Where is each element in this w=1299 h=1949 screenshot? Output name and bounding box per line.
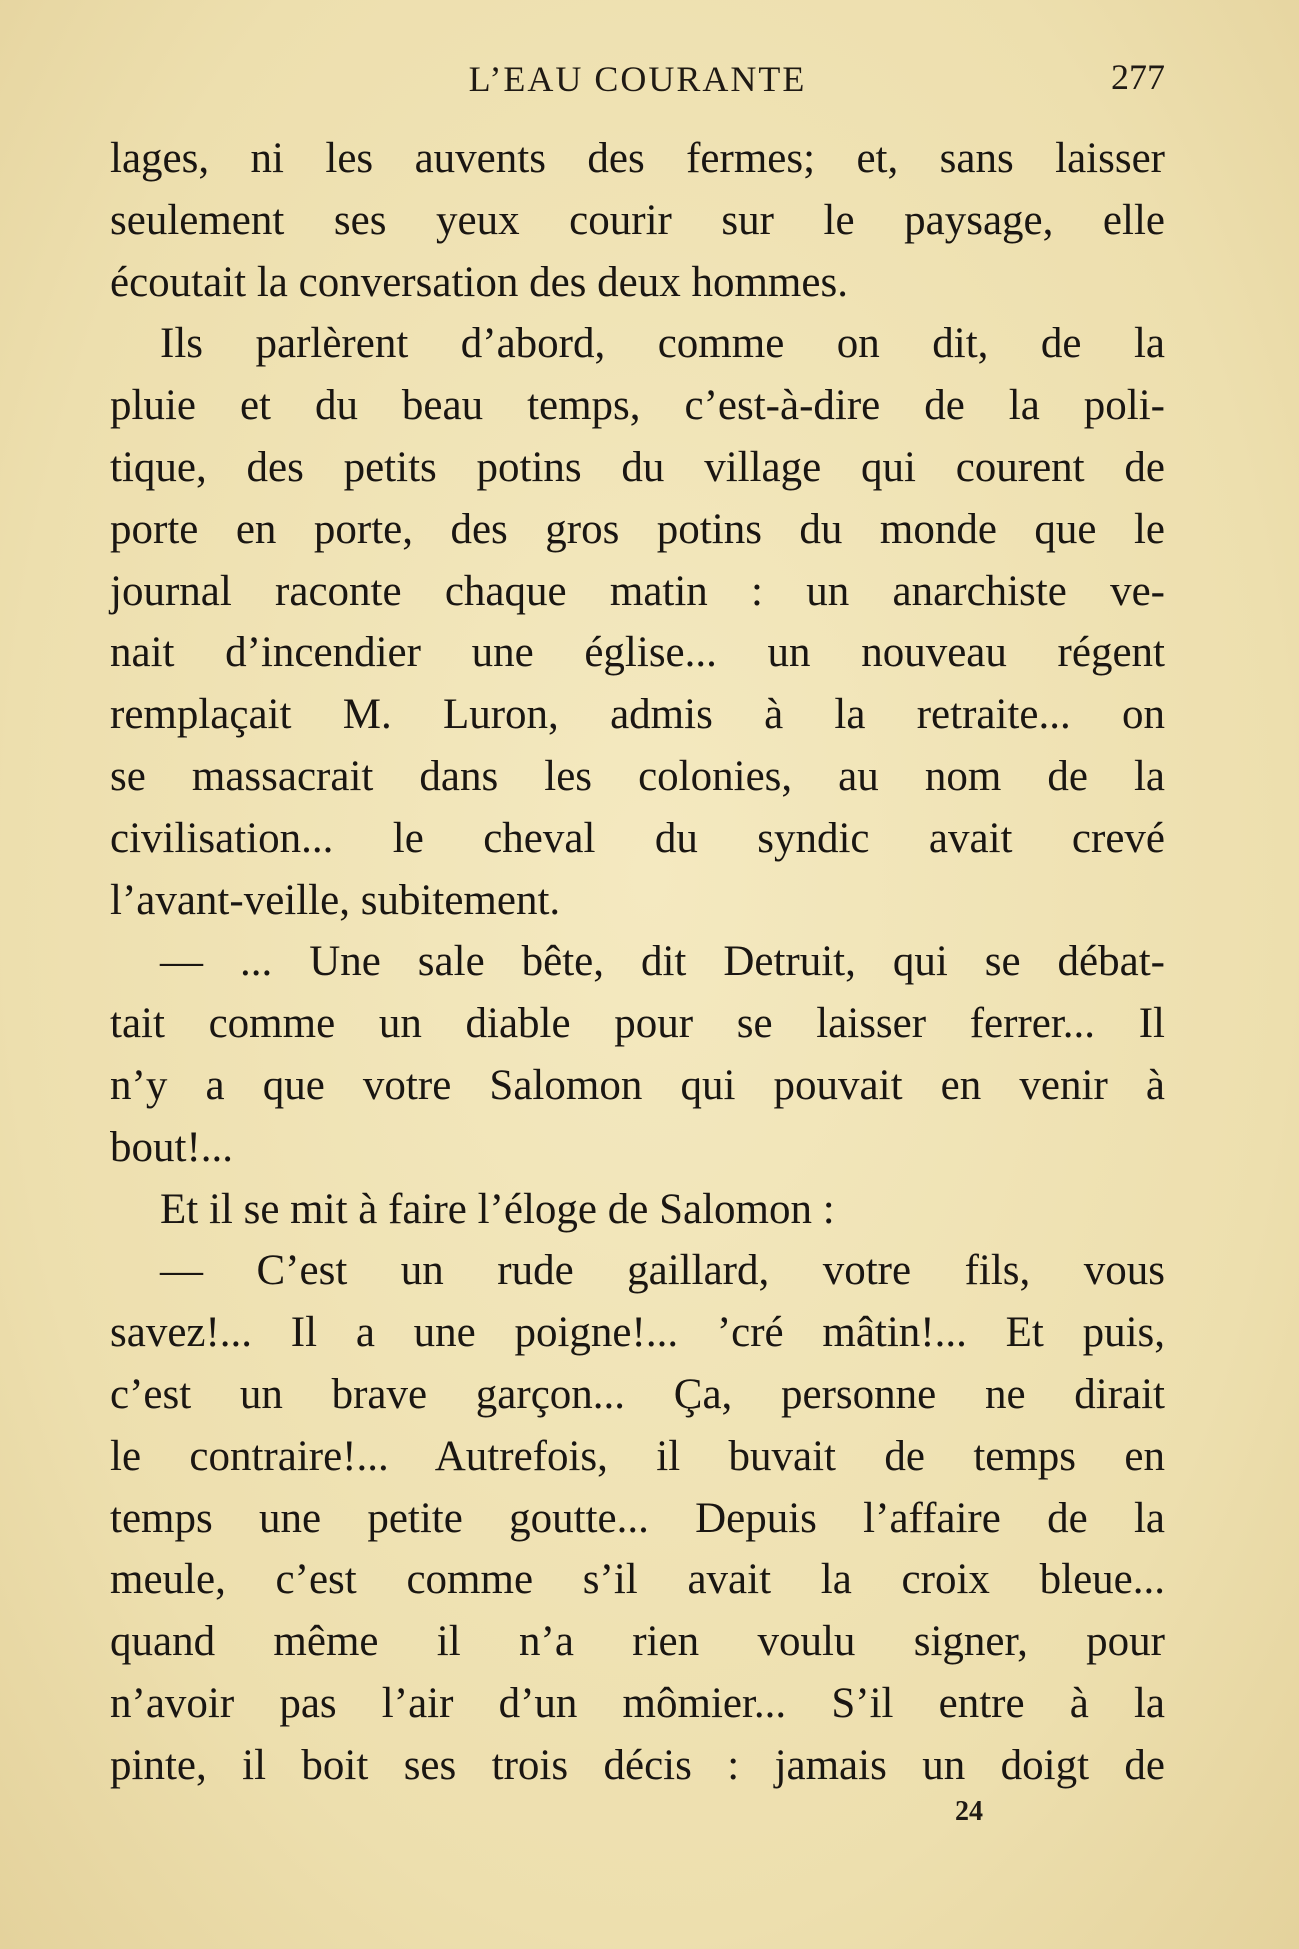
running-title: L’EAU COURANTE: [468, 59, 807, 99]
text-line: remplaçait M. Luron, admis à la retraite... on: [110, 691, 1165, 739]
text-line: civilisation... le cheval du syndic avait crevé: [110, 814, 1165, 862]
text-line: meule, c’est comme s’il avait la croix bleue...: [110, 1556, 1165, 1604]
text-line: porte en porte, des gros potins du monde que le: [110, 505, 1165, 553]
text-line: se massacrait dans les colonies, au nom de la: [110, 752, 1165, 800]
text-line: journal raconte chaque matin : un anarchiste ve-: [110, 567, 1165, 615]
text-line: écoutait la conversation des deux hommes.: [110, 258, 848, 306]
page-number: 277: [1111, 57, 1165, 97]
text-line: n’y a que votre Salomon qui pouvait en venir à: [110, 1061, 1165, 1109]
body-text: [110, 128, 1165, 1797]
running-head: [110, 58, 1165, 108]
signature-mark: 24: [955, 1796, 983, 1827]
text-line: Et il se mit à faire l’éloge de Salomon :: [160, 1185, 835, 1233]
text-line: tique, des petits potins du village qui courent de: [110, 443, 1165, 491]
text-line: tait comme un diable pour se laisser ferrer... Il: [110, 1000, 1165, 1048]
text-line: n’avoir pas l’air d’un mômier... S’il entre à la: [110, 1679, 1165, 1727]
text-line: pinte, il boit ses trois décis : jamais un doigt de: [110, 1741, 1165, 1789]
text-line: seulement ses yeux courir sur le paysage, elle: [110, 196, 1165, 244]
text-line: savez!... Il a une poigne!... ’cré mâtin!... Et puis,: [110, 1309, 1165, 1357]
text-line: quand même il n’a rien voulu signer, pour: [110, 1618, 1165, 1666]
text-line: c’est un brave garçon... Ça, personne ne dirait: [110, 1370, 1165, 1418]
text-line: temps une petite goutte... Depuis l’affaire de la: [110, 1494, 1165, 1542]
text-line: bout!...: [110, 1123, 234, 1171]
text-line: — C’est un rude gaillard, votre fils, vous: [160, 1247, 1165, 1295]
text-line: l’avant-veille, subitement.: [110, 876, 561, 924]
text-line: nait d’incendier une église... un nouveau régent: [110, 629, 1165, 677]
text-line: le contraire!... Autrefois, il buvait de temps en: [110, 1432, 1165, 1480]
text-line: Ils parlèrent d’abord, comme on dit, de la: [160, 320, 1165, 368]
text-line: lages, ni les auvents des fermes; et, sans laisser: [110, 135, 1165, 182]
text-line: pluie et du beau temps, c’est-à-dire de la poli-: [110, 382, 1165, 430]
text-line: — ... Une sale bête, dit Detruit, qui se débat-: [160, 938, 1165, 986]
